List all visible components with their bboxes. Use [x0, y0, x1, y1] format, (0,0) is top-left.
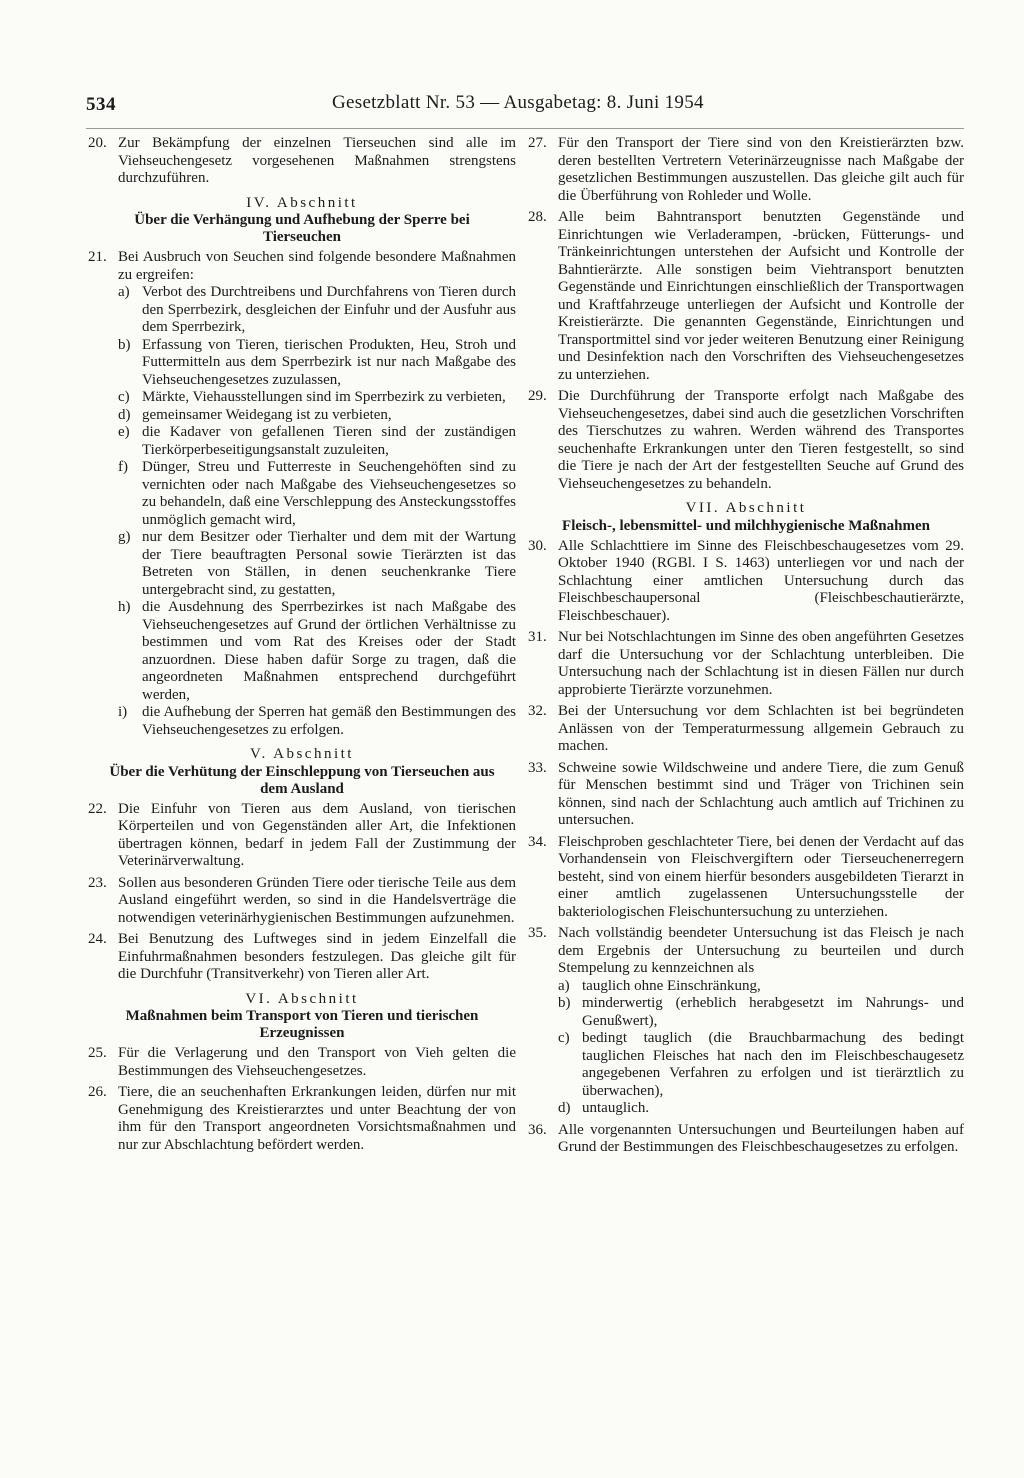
paragraph-text: Die Durchführung der Transporte erfolgt nach Maßgabe des Viehseuchengesetzes, dabei sind auch die gesetzlichen Vorschriften des Tierschutzes zu wahren. Werden während des Transportes seuchenhafte Erkrankungen unter den Tieren festgestellt, so sind die Tiere je nach der Art der festgestellten Seuche auf Grund des Viehseuchengesetzes zu behandeln. [558, 388, 964, 492]
section-title: Über die Verhängung und Aufhebung der Sperre bei Tierseuchen [134, 212, 470, 245]
section-4-heading [88, 195, 516, 247]
paragraph-24 [88, 931, 516, 984]
paragraph-text: Alle Schlachttiere im Sinne des Fleischbeschaugesetzes vom 29. Oktober 1940 (RGBl. I S. 1463) unterliegen vor und nach der Schlachtung einer amtlichen Untersuchung durch das Fleischbeschaupersonal (Fleischbeschautierärzte, Fleischbeschauer). [558, 537, 964, 624]
paragraph-text: Für die Verlagerung und den Transport von Vieh gelten die Bestimmungen des Viehseuchengesetzes. [118, 1045, 516, 1079]
left-column [88, 135, 516, 1158]
paragraph-text: Zur Bekämpfung der einzelnen Tierseuchen sind alle im Viehseuchengesetz vorgesehenen Maßnahmen strengstens durchzuführen. [118, 135, 516, 186]
header-rule [86, 128, 964, 129]
sub-item-label: c) [558, 1030, 570, 1046]
section-title: Maßnahmen beim Transport von Tieren und tierischen Erzeugnissen [125, 1008, 479, 1041]
paragraph-number: 24. [88, 931, 107, 947]
sub-item-text: bedingt tauglich (die Brauchbarmachung des bedingt tauglichen Fleisches hat nach den im Fleischbeschaugesetz angegebenen Verfahren zu erfolgen und ist tierärztlich zu überwachen), [582, 1030, 964, 1099]
sub-item-d [558, 1100, 964, 1118]
paragraph-text: Die Einfuhr von Tieren aus dem Ausland, von tierischen Körperteilen und von Gegenständen aller Art, die Infektionen übertragen können, bedarf in jedem Fall der Zustimmung der Veterinärverwaltung. [118, 800, 516, 869]
paragraph-number: 26. [88, 1084, 107, 1100]
sub-item-b [558, 995, 964, 1030]
sub-item-d [118, 407, 516, 425]
sub-item-b [118, 337, 516, 390]
sub-item-label: a) [118, 284, 130, 300]
sub-item-label: h) [118, 599, 131, 615]
paragraph-text: Bei der Untersuchung vor dem Schlachten ist bei begründeten Anlässen von der Temperaturmessung allgemein Gebrauch zu machen. [558, 703, 964, 754]
sub-item-text: Dünger, Streu und Futterreste in Seuchengehöften sind zu vernichten oder nach Maßgabe des Viehseuchengesetzes so zu behandeln, daß eine Verschleppung des Ansteckungsstoffes unmöglich gemacht wird, [142, 459, 516, 528]
paragraph-21 [88, 249, 516, 739]
paragraph-text: Nur bei Notschlachtungen im Sinne des oben angeführten Gesetzes darf die Untersuchung vor der Schlachtung unterbleiben. Die Untersuchung nach der Schlachtung ist in diesen Fällen nur durch approbierte Tierärzte vorzunehmen. [558, 629, 964, 698]
paragraph-number: 20. [88, 135, 107, 151]
sub-item-text: die Aufhebung der Sperren hat gemäß den Bestimmungen des Viehseuchengesetzes zu erfolgen. [142, 704, 516, 738]
paragraph-text: Bei Benutzung des Luftweges sind in jedem Einzelfall die Einfuhrmaßnahmen besonders festzulegen. Das gleiche gilt für die Durchfuhr (Transitverkehr) von Tieren aller Art. [118, 931, 516, 982]
sub-item-label: i) [118, 704, 128, 720]
paragraph-text: Tiere, die an seuchenhaften Erkrankungen leiden, dürfen nur mit Genehmigung des Kreistierarztes und unter Beachtung der von ihm für den Transport angeordneten Vorsichtsmaßnahmen und nur zur Abschlachtung befördert werden. [118, 1084, 516, 1153]
paragraph-29 [528, 388, 964, 493]
section-number: V. Abschnitt [250, 746, 354, 762]
paragraph-number: 30. [528, 537, 547, 554]
paragraph-22 [88, 801, 516, 871]
paragraph-26 [88, 1084, 516, 1154]
paragraph-number: 25. [88, 1045, 107, 1061]
paragraph-number: 29. [528, 388, 547, 404]
sub-item-c [558, 1030, 964, 1100]
sub-item-text: minderwertig (erheblich herabgesetzt im Nahrungs- und Genußwert), [582, 995, 964, 1029]
paragraph-20 [88, 135, 516, 188]
paragraph-intro: Bei Ausbruch von Seuchen sind folgende besondere Maßnahmen zu ergreifen: [118, 249, 516, 283]
paragraph-number: 31. [528, 629, 547, 645]
paragraph-text: Alle beim Bahntransport benutzten Gegenstände und Einrichtungen wie Verladerampen, -brücken, Fütterungs- und Tränkeinrichtungen unterstehen der Aufsicht und Kontrolle der Bahntierärzte. Alle sonstigen beim Viehtransport benutzten Gegenstände und Einrichtungen einschließlich der Transportwagen und Kraftfahrzeuge unterliegen der Aufsicht und Kontrolle der Kreistierärzte. Die genannten Gegenstände, Einrichtungen und Transportmittel sind vor jeder weiteren Benutzung einer Reinigung und Desinfektion nach den Vorschriften des Viehseuchengesetzes zu unterziehen. [558, 209, 964, 383]
paragraph-number: 23. [88, 874, 107, 891]
sub-item-i [118, 704, 516, 739]
paragraph-27 [528, 135, 964, 205]
paragraph-36 [528, 1122, 964, 1157]
sub-item-label: d) [118, 406, 131, 423]
sub-item-text: untauglich. [582, 1100, 650, 1116]
sub-item-label: c) [118, 389, 130, 405]
sub-item-label: f) [118, 459, 128, 475]
paragraph-32 [528, 703, 964, 756]
sub-item-c [118, 389, 516, 407]
paragraph-text: Für den Transport der Tiere sind von den Kreistierärzten bzw. deren bestellten Vertretern Veterinärzeugnisse nach Maßgabe der gesetzlichen Bestimmungen auszustellen. Das gleiche gilt auch für die Überführung von Rohleder und Wolle. [558, 135, 964, 204]
sub-item-text: gemeinsamer Weidegang ist zu verbieten, [142, 406, 392, 423]
paragraph-33 [528, 760, 964, 830]
section-number: VI. Abschnitt [245, 990, 359, 1007]
page-header [86, 88, 966, 120]
page-number: 534 [86, 94, 116, 115]
sub-item-a [118, 284, 516, 337]
sub-item-f [118, 459, 516, 529]
section-5-heading [88, 746, 516, 798]
sub-item-e [118, 424, 516, 459]
paragraph-23 [88, 875, 516, 928]
section-number: VII. Abschnitt [685, 500, 807, 516]
paragraph-number: 34. [528, 833, 547, 850]
sub-item-label: a) [558, 977, 570, 994]
paragraph-number: 21. [88, 249, 107, 265]
paragraph-text: Alle vorgenannten Untersuchungen und Beurteilungen haben auf Grund der Bestimmungen des Fleischbeschaugesetzes zu erfolgen. [558, 1121, 964, 1155]
sub-item-text: die Kadaver von gefallenen Tieren sind der zuständigen Tierkörperbeseitigungsanstalt zuzuleiten, [142, 424, 516, 458]
paragraph-number: 28. [528, 209, 547, 225]
sub-item-label: b) [558, 995, 571, 1011]
paragraph-31 [528, 629, 964, 699]
sub-item-text: tauglich ohne Einschränkung, [582, 977, 761, 994]
paragraph-text: Sollen aus besonderen Gründen Tiere oder tierische Teile aus dem Ausland eingeführt werden, so sind in die Handelsverträge die notwendigen veterinärhygienischen Bestimmungen aufzunehmen. [118, 874, 516, 926]
paragraph-34 [528, 834, 964, 922]
paragraph-text: Schweine sowie Wildschweine und andere Tiere, die zum Genuß für Menschen bestimmt sind und Träger von Trichinen sein können, sind nach der Schlachtung auch amtlich auf Trichinen zu untersuchen. [558, 759, 964, 828]
section-7-heading [528, 500, 964, 535]
sub-item-g [118, 529, 516, 599]
paragraph-text: Fleischproben geschlachteter Tiere, bei denen der Verdacht auf das Vorhandensein von Fleischvergiftern oder Tierseuchenerregern besteht, sind von einem hierfür besonders ausgebildeten Tierarzt in einer amtlich zugelassenen Untersuchungsstelle der bakteriologischen Fleischuntersuchung zu unterziehen. [558, 833, 964, 920]
section-title: Fleisch-, lebensmittel- und milchhygienische Maßnahmen [562, 517, 930, 534]
paragraph-number: 35. [528, 925, 547, 941]
sub-item-text: Verbot des Durchtreibens und Durchfahrens von Tieren durch den Sperrbezirk, desgleichen der Einfuhr und der Ausfuhr aus dem Sperrbezirk, [142, 284, 516, 335]
paragraph-number: 33. [528, 759, 547, 776]
sub-item-a [558, 978, 964, 996]
sub-item-label: g) [118, 529, 131, 545]
sub-item-h [118, 599, 516, 704]
paragraph-intro: Nach vollständig beendeter Untersuchung ist das Fleisch je nach dem Ergebnis der Untersuchung zu beurteilen und durch Stempelung zu kennzeichnen als [558, 925, 964, 976]
sub-item-text: Märkte, Viehausstellungen sind im Sperrbezirk zu verbieten, [142, 389, 506, 405]
paragraph-28 [528, 209, 964, 384]
sub-item-label: d) [558, 1100, 571, 1116]
paragraph-30 [528, 538, 964, 626]
section-number: IV. Abschnitt [246, 194, 358, 211]
sub-item-text: nur dem Besitzer oder Tierhalter und dem mit der Wartung der Tiere beauftragten Personal sowie Tierärzten ist das Betreten von Ställen, in denen seuchenkranke Tiere untergebracht sind, zu gestatten, [142, 529, 516, 598]
paragraph-number: 32. [528, 703, 547, 719]
sub-item-label: e) [118, 424, 130, 440]
sub-item-label: b) [118, 336, 131, 353]
paragraph-25 [88, 1045, 516, 1080]
sub-item-text: Erfassung von Tieren, tierischen Produkten, Heu, Stroh und Futtermitteln aus dem Sperrbezirk ist nur nach Maßgabe des Viehseuchengesetzes zuzulassen, [142, 336, 516, 388]
right-column [528, 135, 964, 1161]
section-title: Über die Verhütung der Einschleppung von Tierseuchen aus dem Ausland [109, 763, 495, 797]
paragraph-number: 22. [88, 800, 107, 817]
paragraph-number: 27. [528, 135, 547, 151]
sub-item-text: die Ausdehnung des Sperrbezirkes ist nach Maßgabe des Viehseuchengesetzes auf Grund der örtlichen Verhältnisse zu bestimmen und vom Rat des Kreises oder der Stadt anzuordnen. Diese haben dafür Sorge zu tragen, daß die angeordneten Maßnahmen entsprechend durchgeführt werden, [142, 599, 516, 703]
paragraph-number: 36. [528, 1121, 547, 1138]
paragraph-35 [528, 925, 964, 1118]
section-6-heading [88, 991, 516, 1043]
header-title: Gesetzblatt Nr. 53 — Ausgabetag: 8. Juni 1954 [332, 92, 704, 113]
